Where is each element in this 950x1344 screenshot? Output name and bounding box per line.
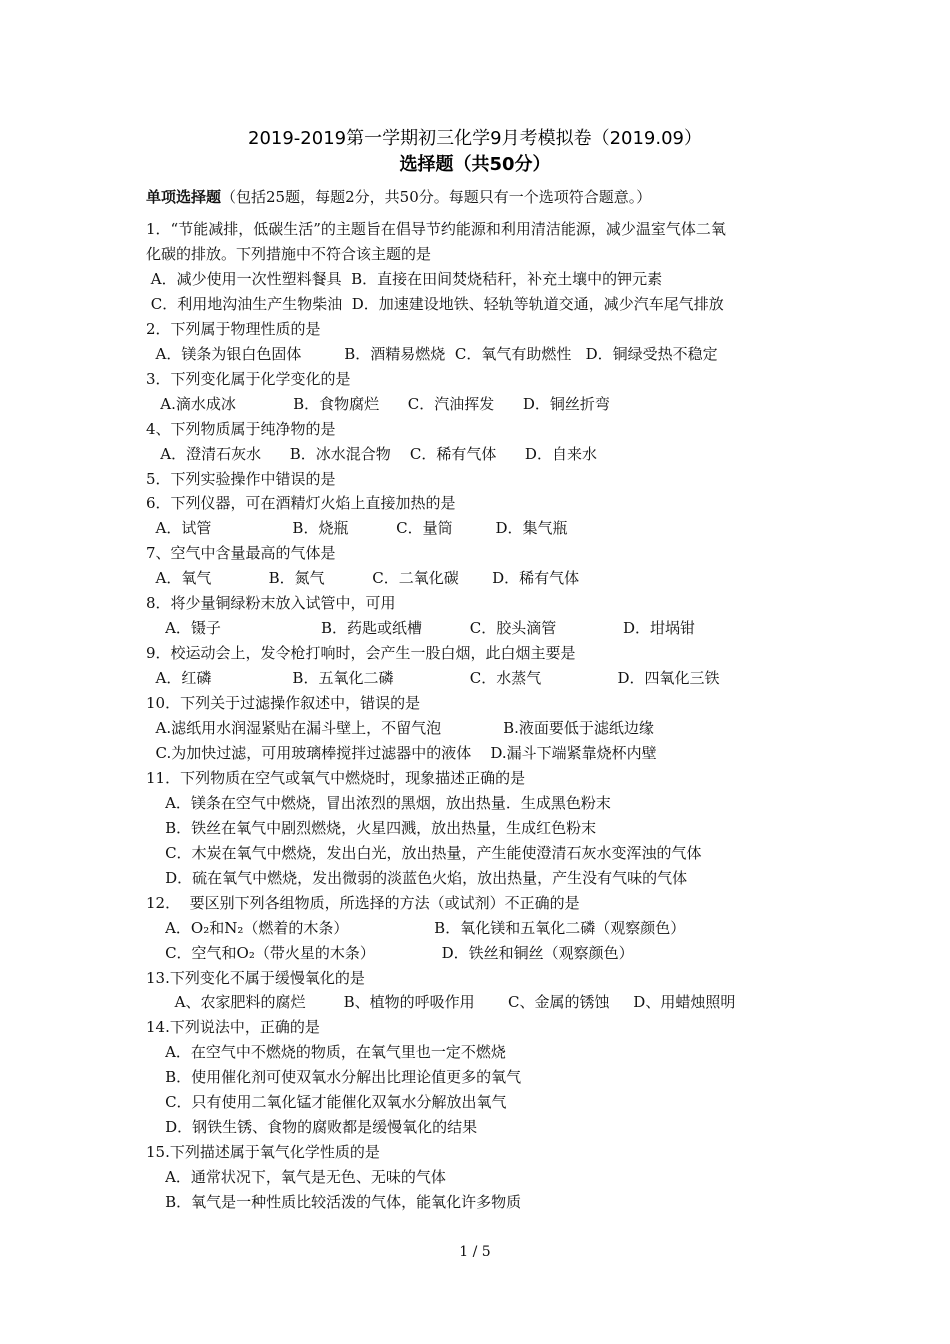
question-line: C.为加快过滤，可用玻璃棒搅拌过滤器中的液体 D.漏斗下端紧靠烧杯内壁	[146, 743, 657, 762]
question-line: 6．下列仪器，可在酒精灯火焰上直接加热的是	[146, 494, 456, 513]
question-line: C．只有使用二氧化锰才能催化双氧水分解放出氧气	[146, 1093, 507, 1112]
question-line: D．钢铁生锈、食物的腐败都是缓慢氧化的结果	[146, 1118, 478, 1137]
question-line: A．试管 B．烧瓶 C．量筒 D．集气瓶	[146, 519, 568, 538]
question-line: A．红磷 B．五氧化二磷 C．水蒸气 D．四氧化三铁	[146, 669, 720, 688]
question-line: C．木炭在氧气中燃烧，发出白光，放出热量，产生能使澄清石灰水变浑浊的气体	[146, 843, 702, 862]
question-line: A．在空气中不燃烧的物质，在氧气里也一定不燃烧	[146, 1043, 506, 1062]
question-line: 3．下列变化属于化学变化的是	[146, 369, 351, 388]
question-line: 12． 要区别下列各组物质，所选择的方法（或试剂）不正确的是	[146, 893, 580, 912]
question-line: A．澄清石灰水 B．冰水混合物 C．稀有气体 D．自来水	[146, 444, 597, 463]
question-line: 1．“节能减排，低碳生活”的主题旨在倡导节约能源和利用清洁能源，减少温室气体二氧	[146, 220, 726, 238]
question-line: 8．将少量铜绿粉末放入试管中，可用	[146, 594, 396, 613]
question-line: 10．下列关于过滤操作叙述中，错误的是	[146, 694, 421, 712]
question-line: 5．下列实验操作中错误的是	[146, 469, 336, 488]
question-line: B．氧气是一种性质比较活泼的气体，能氧化许多物质	[146, 1193, 522, 1211]
question-line: 11．下列物质在空气或氧气中燃烧时，现象描述正确的是	[146, 768, 526, 787]
question-line: 9．校运动会上，发令枪打响时，会产生一股白烟，此白烟主要是	[146, 644, 576, 663]
question-line: A．镊子 B．药匙或纸槽 C．胶头滴管 D．坩埚钳	[146, 619, 695, 638]
question-line: A、农家肥料的腐烂 B、植物的呼吸作用 C、金属的锈蚀 D、用蜡烛照明	[146, 993, 736, 1012]
question-line: 14.下列说法中，正确的是	[146, 1018, 320, 1037]
instructions-label: 单项选择题	[146, 188, 222, 206]
instructions-text: （包括25题，每题2分，共50分。每题只有一个选项符合题意。）	[221, 188, 652, 206]
page-title: 2019-2019第一学期初三化学9月考模拟卷（2019.09）	[248, 128, 702, 149]
instructions	[146, 187, 651, 207]
question-line: A．O₂和N₂（燃着的木条） B．氧化镁和五氧化二磷（观察颜色）	[146, 918, 686, 937]
question-line: 化碳的排放。下列措施中不符合该主题的是	[146, 244, 432, 263]
question-line: C．利用地沟油生产生物柴油 D．加速建设地铁、轻轨等轨道交通，减少汽车尾气排放	[146, 294, 724, 313]
question-line: A.滴水成冰 B．食物腐烂 C．汽油挥发 D．铜丝折弯	[146, 394, 610, 413]
question-line: 4、下列物质属于纯净物的是	[146, 419, 336, 438]
question-line: 15.下列描述属于氧气化学性质的是	[146, 1143, 380, 1162]
question-line: D．硫在氧气中燃烧，发出微弱的淡蓝色火焰，放出热量，产生没有气味的气体	[146, 868, 688, 887]
question-line: A．镁条在空气中燃烧，冒出浓烈的黑烟，放出热量．生成黑色粉末	[146, 793, 611, 812]
question-line: A．减少使用一次性塑料餐具 B．直接在田间焚烧秸秆，补充土壤中的钾元素	[146, 269, 663, 288]
question-line: B．铁丝在氧气中剧烈燃烧，火星四溅，放出热量，生成红色粉末	[146, 818, 597, 837]
question-line: 7、空气中含量最高的气体是	[146, 544, 336, 563]
question-line: A．氧气 B．氮气 C．二氧化碳 D．稀有气体	[146, 569, 580, 588]
question-line: A.滤纸用水润湿紧贴在漏斗壁上，不留气泡 B.液面要低于滤纸边缘	[146, 719, 654, 737]
question-line: 2．下列属于物理性质的是	[146, 319, 321, 338]
question-line: A．通常状况下，氧气是无色、无味的气体	[146, 1168, 446, 1187]
question-line: C．空气和O₂（带火星的木条） D．铁丝和铜丝（观察颜色）	[146, 943, 634, 962]
question-line: 13.下列变化不属于缓慢氧化的是	[146, 968, 365, 987]
section-title: 选择题（共50分）	[399, 154, 551, 175]
page-number: 1 / 5	[459, 1244, 491, 1260]
question-line: B．使用催化剂可使双氧水分解出比理论值更多的氧气	[146, 1068, 522, 1087]
question-line: A．镁条为银白色固体 B．酒精易燃烧 C．氧气有助燃性 D．铜绿受热不稳定	[146, 344, 718, 363]
